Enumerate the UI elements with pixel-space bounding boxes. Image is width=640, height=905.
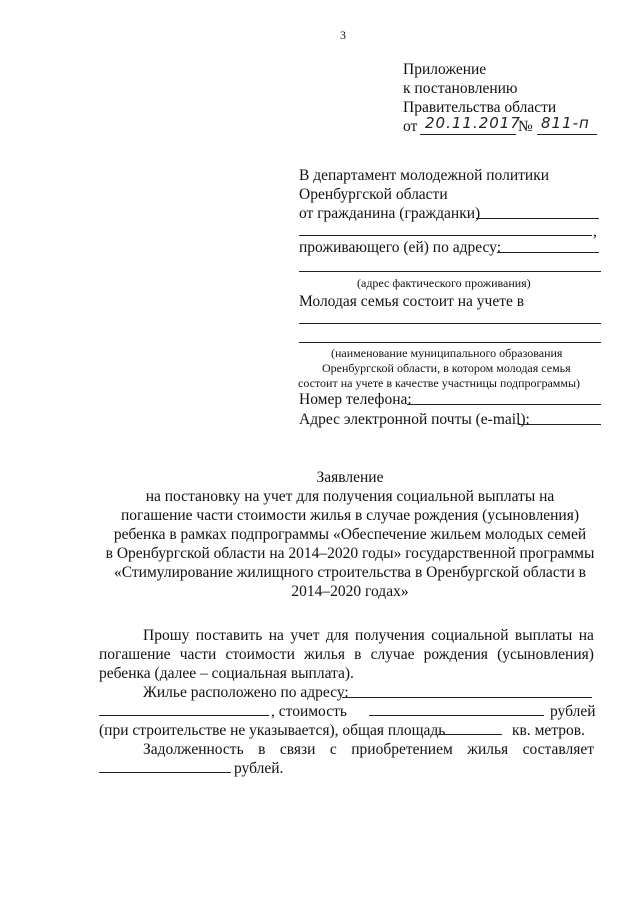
- body-line-3: ребенка (далее – социальная выплата).: [99, 665, 354, 682]
- municipality-field-2[interactable]: [299, 342, 601, 343]
- appendix-line-3: Правительства области: [403, 99, 557, 116]
- municipality-field-1[interactable]: [299, 323, 601, 324]
- addressee-line-1: В департамент молодежной политики: [299, 167, 550, 184]
- from-field[interactable]: [476, 218, 599, 219]
- municipality-caption-2: Оренбургской области, в котором молодая семья: [322, 361, 571, 375]
- title-line-1: на постановку на учет для получения социальной выплаты на: [145, 488, 555, 505]
- phone-label: Номер телефона:: [299, 391, 412, 408]
- housing-address-field-2[interactable]: [99, 715, 269, 716]
- from-label: от гражданина (гражданки): [299, 205, 481, 222]
- municipality-caption-1: (наименование муниципального образования: [331, 346, 563, 360]
- cost-label: , стоимость: [271, 703, 347, 720]
- appendix-date-prefix: от: [403, 118, 418, 135]
- address-caption: (адрес фактического проживания): [357, 276, 531, 290]
- sq-meters-label: кв. метров.: [512, 722, 585, 739]
- comma: ,: [593, 223, 597, 240]
- email-label: Адрес электронной почты (e-mail):: [299, 411, 530, 428]
- addressee-line-2: Оренбургской области: [299, 186, 448, 203]
- debt-rubles-label: рублей.: [234, 760, 284, 777]
- phone-field[interactable]: [407, 404, 601, 405]
- residing-label: проживающего (ей) по адресу:: [299, 239, 501, 256]
- page-number: 3: [340, 28, 346, 42]
- debt-field[interactable]: [99, 772, 231, 773]
- registered-label: Молодая семья состоит на учете в: [299, 293, 525, 310]
- title-line-3: ребенка в рамках подпрограммы «Обеспечение жильем молодых семей: [113, 526, 587, 543]
- title-line-5: «Стимулирование жилищного строительства в Оренбургской области в: [114, 564, 586, 581]
- email-field[interactable]: [518, 424, 601, 425]
- title-line-2: погашение части стоимости жилья в случае рождения (усыновления): [120, 507, 580, 524]
- appendix-line-1: Приложение: [403, 61, 487, 78]
- appendix-number-sign: №: [518, 118, 533, 135]
- body-line-2: погашение части стоимости жилья в случае рождения (усыновления): [99, 646, 594, 663]
- address-field[interactable]: [299, 271, 601, 272]
- body-line-1: Прошу поставить на учет для получения социальной выплаты на: [143, 627, 594, 644]
- appendix-line-2: к постановлению: [403, 80, 518, 97]
- residing-field[interactable]: [497, 252, 599, 253]
- appendix-date-value: 20.11.2017: [425, 114, 521, 132]
- rubles-label: рублей: [550, 703, 596, 720]
- housing-label: Жилье расположено по адресу:: [143, 684, 349, 701]
- title-line-6: 2014–2020 годах»: [291, 583, 409, 600]
- construction-note: (при строительстве не указывается), общая площадь: [99, 722, 446, 739]
- municipality-caption-3: состоит на учете в качестве участницы подпрограммы): [298, 376, 581, 390]
- document-heading: Заявление: [316, 469, 384, 486]
- debt-line: Задолженность в связи с приобретением жилья составляет: [143, 741, 594, 758]
- appendix-number-value: 811-п: [541, 114, 590, 132]
- cost-field[interactable]: [369, 715, 544, 716]
- title-line-4: в Оренбургской области на 2014–2020 годы» государственной программы: [105, 545, 595, 562]
- housing-address-field[interactable]: [342, 697, 592, 698]
- area-field[interactable]: [438, 734, 502, 735]
- from-field-2[interactable]: [299, 235, 592, 236]
